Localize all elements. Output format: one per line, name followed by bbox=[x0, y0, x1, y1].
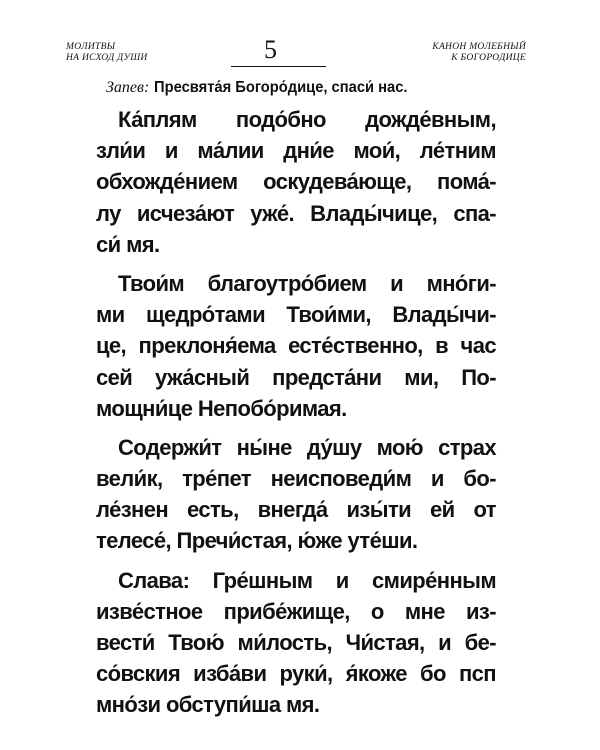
verse-4 bbox=[96, 565, 496, 721]
running-head-left-line2: НА ИСХОД ДУШИ bbox=[66, 53, 148, 63]
verse-line: Слава: Гре́шным и смире́нным bbox=[118, 567, 496, 593]
verse-line: мно́зи обступи́ша мя. bbox=[96, 692, 320, 718]
verse-line: вели́к, тре́пет неисповеди́м и бо- bbox=[96, 466, 496, 492]
running-head-right-line1: КАНОН МОЛЕБНЫЙ bbox=[432, 42, 526, 52]
verse-line: лу исчеза́ют уже́. Влады́чице, спа- bbox=[96, 200, 496, 226]
verse-line: вести́ Твою́ ми́лость, Чи́стая, и бе- bbox=[96, 630, 496, 655]
verse-line: телесе́, Пречи́стая, ю́же уте́ши. bbox=[96, 528, 418, 554]
verses bbox=[96, 104, 496, 721]
verse-line: мощни́це Непобо́римая. bbox=[96, 395, 347, 421]
page-number: 5 bbox=[264, 35, 278, 64]
verse-line: це, преклоня́ема есте́ственно, в час bbox=[96, 333, 496, 359]
refrain-text: Пресвята́я Богоро́дице, спаси́ нас. bbox=[153, 79, 408, 96]
running-head-right-line2: К БОГОРОДИЦЕ bbox=[451, 53, 526, 63]
verse-line: обхожде́нием оскудева́юще, пома́- bbox=[96, 169, 496, 195]
refrain bbox=[106, 78, 429, 98]
verse-line: со́вския изба́ви руки́, я́коже бо псп bbox=[96, 661, 496, 687]
running-head-right bbox=[432, 42, 526, 64]
verse-line: Содержи́т ны́не ду́шу мою́ страх bbox=[118, 434, 496, 460]
running-head bbox=[66, 35, 526, 74]
verse-line: Твои́м благоутро́бием и мно́ги- bbox=[118, 270, 496, 296]
running-head-left bbox=[66, 42, 148, 64]
verse-line: сей ужа́сный предста́ни ми, По- bbox=[96, 364, 496, 390]
refrain-label: Запев: bbox=[106, 79, 150, 96]
verse-line: ми щедро́тами Твои́ми, Влады́чи- bbox=[96, 302, 496, 328]
verse-line: Ка́плям подо́бно дожде́вным, bbox=[118, 107, 496, 132]
verse-3 bbox=[96, 432, 496, 557]
header-rule bbox=[231, 66, 326, 67]
verse-line: ле́знен есть, внегда́ изы́ти ей от bbox=[96, 497, 496, 523]
verse-line: си́ мя. bbox=[96, 231, 160, 257]
verse-1 bbox=[96, 104, 496, 260]
verse-line: изве́стное прибе́жище, о мне из- bbox=[96, 598, 496, 624]
verse-line: зли́и и ма́лии дни́е мои́, ле́тним bbox=[96, 138, 496, 164]
verse-2 bbox=[96, 268, 496, 424]
running-head-left-line1: МОЛИТВЫ bbox=[66, 42, 116, 52]
